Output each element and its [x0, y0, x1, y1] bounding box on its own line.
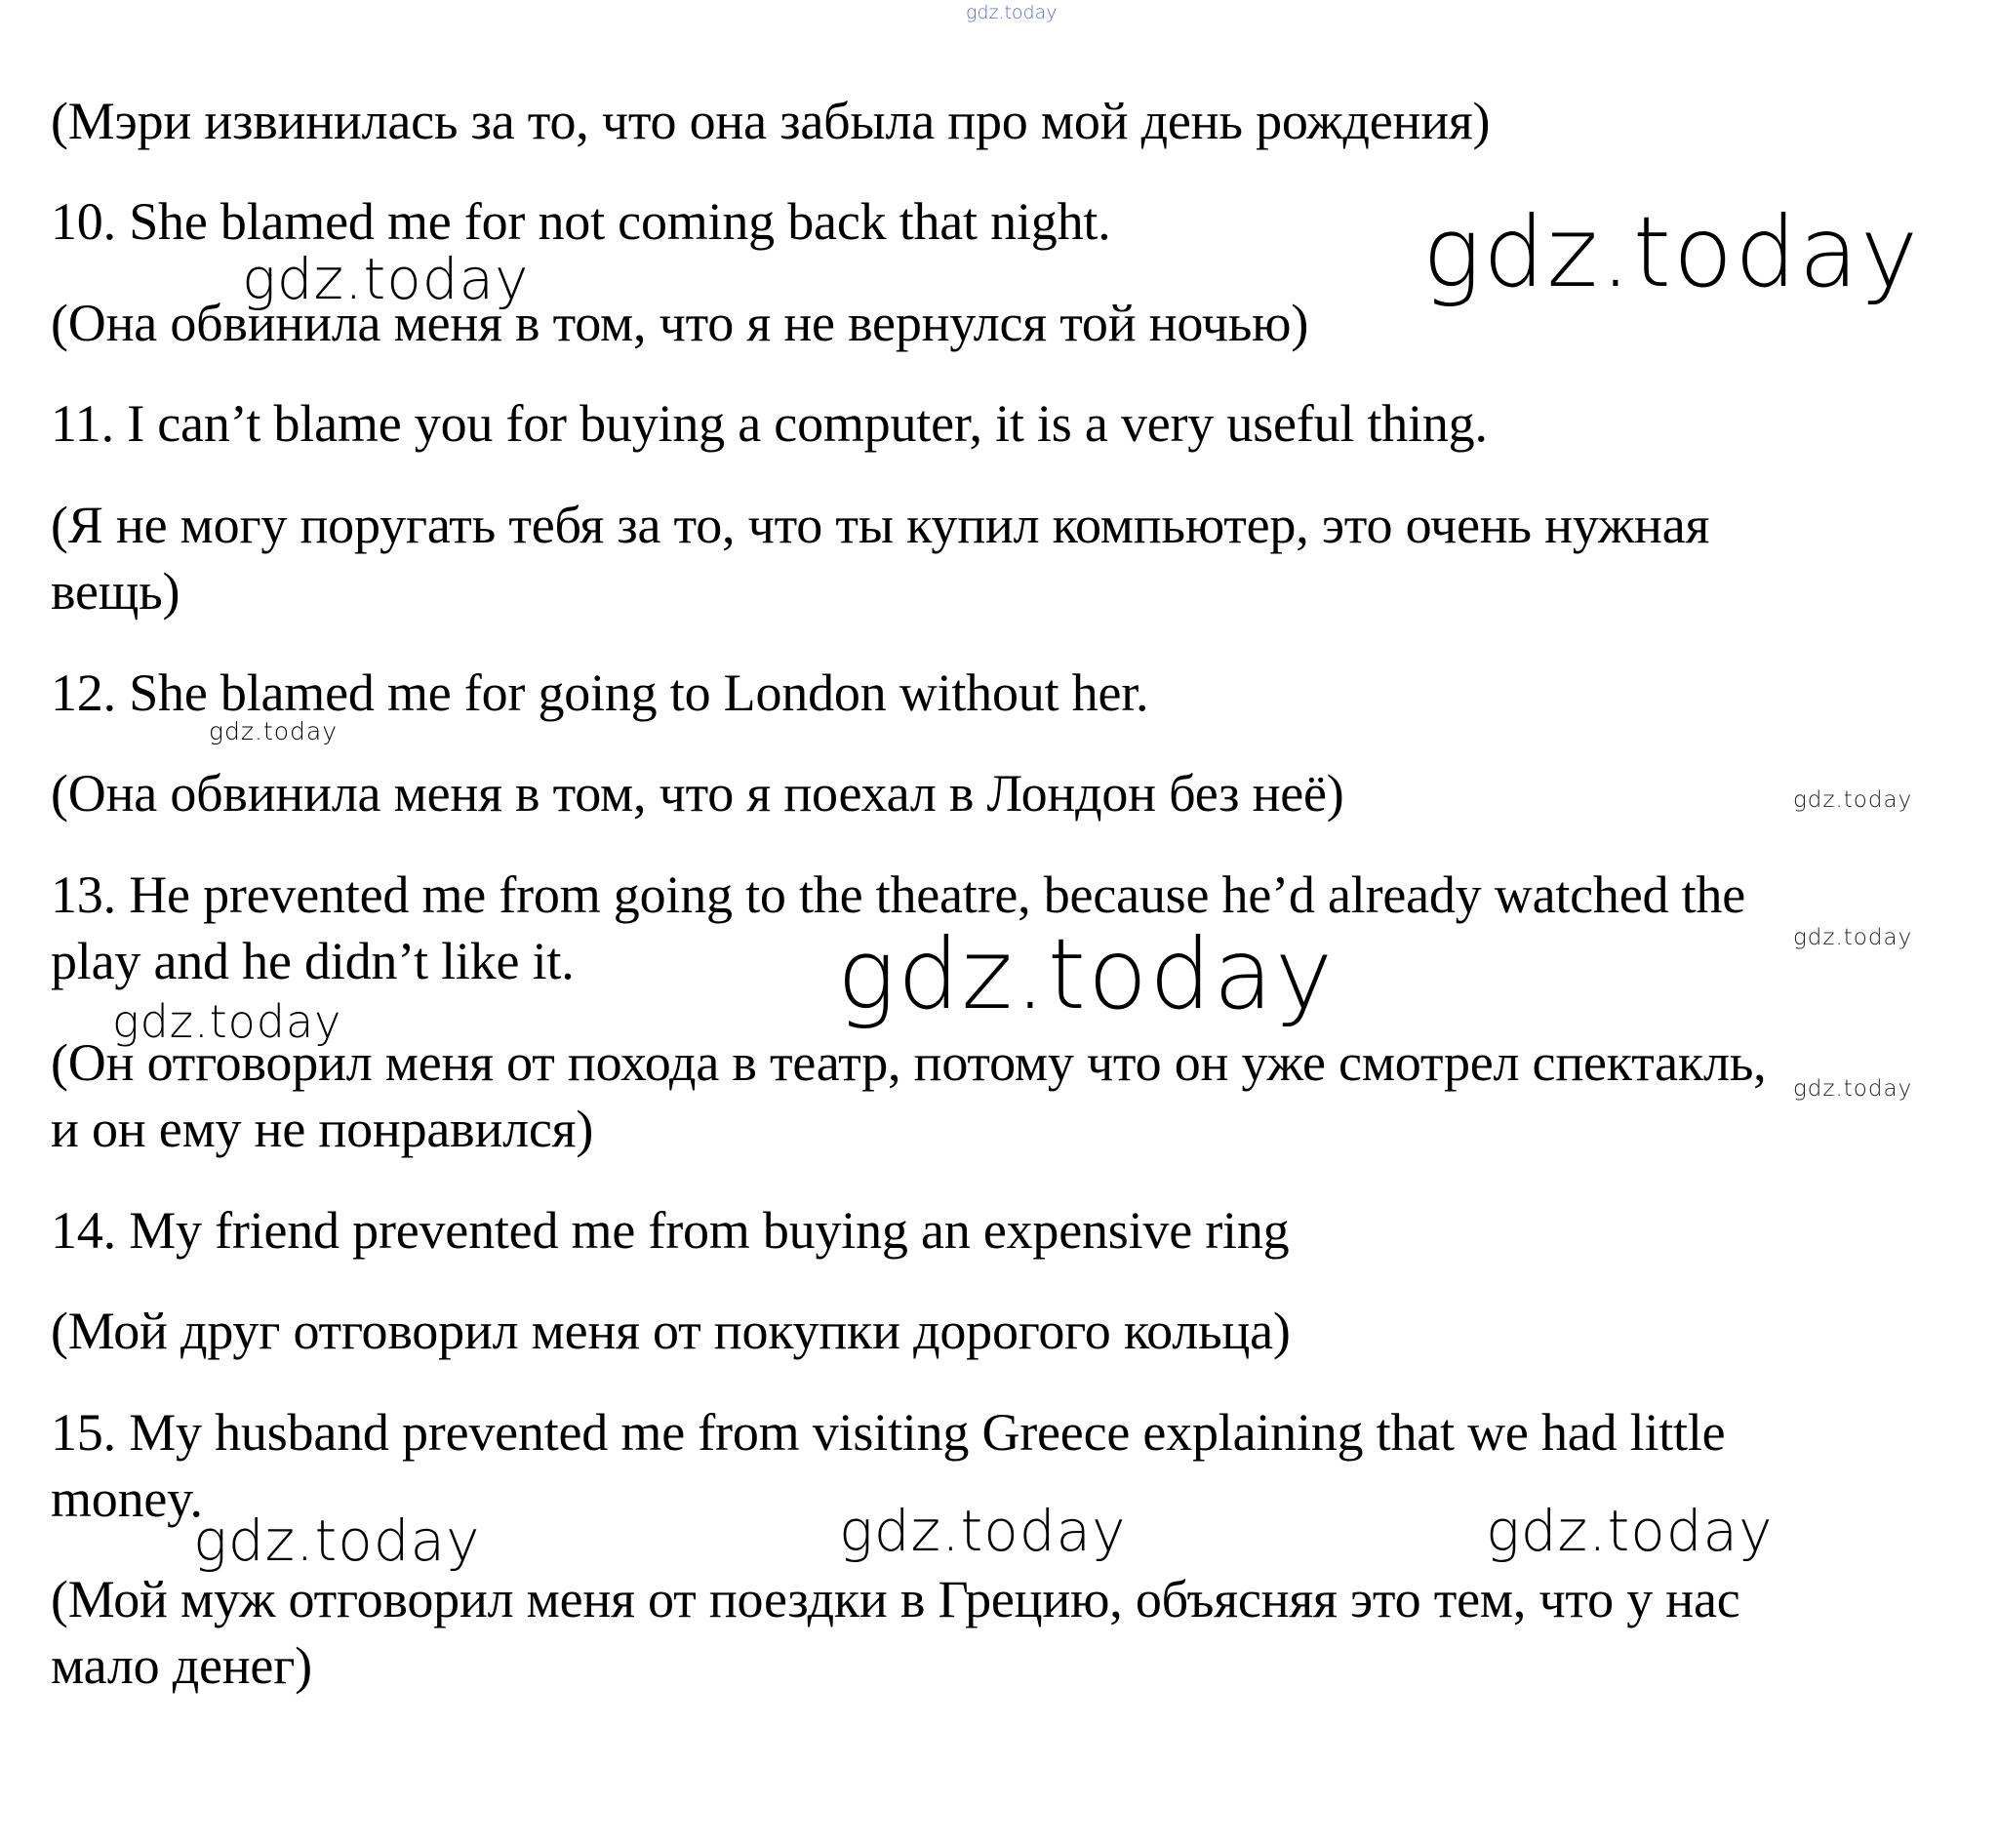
translation-line-9: (Мэри извинилась за то, что она забыла про мой день рождения)	[51, 92, 1491, 150]
sentence-11: 11. I can’t blame you for buying a computer, it is a very useful thing.	[51, 394, 1488, 453]
watermark: gdz.today	[209, 717, 339, 745]
watermark: gdz.today	[1486, 1498, 1774, 1564]
translation-line-14: (Мой друг отговорил меня от покупки дорогого кольца)	[51, 1302, 1291, 1360]
translation-line-12: (Она обвинила меня в том, что я поехал в Лондон без неё)	[51, 764, 1344, 823]
watermark: gdz.today	[1793, 925, 1913, 950]
translation-line-11a: (Я не могу поругать тебя за то, что ты купил компьютер, это очень нужная	[51, 496, 1710, 554]
translation-line-15a: (Мой муж отговорил меня от поездки в Грецию, объясняя это тем, что у нас	[51, 1570, 1740, 1628]
watermark: gdz.today	[242, 246, 530, 312]
translation-line-15b: мало денег)	[51, 1636, 312, 1695]
translation-line-10: (Она обвинила меня в том, что я не вернулся той ночью)	[51, 294, 1309, 352]
sentence-14: 14. My friend prevented me from buying an expensive ring	[51, 1201, 1290, 1260]
watermark: gdz.today	[839, 1498, 1127, 1564]
translation-line-13b: и он ему не понравился)	[51, 1100, 594, 1158]
translation-line-13a: (Он отговорил меня от похода в театр, потому что он уже смотрел спектакль,	[51, 1033, 1767, 1092]
watermark: gdz.today	[112, 995, 342, 1048]
sentence-10: 10. She blamed me for not coming back that night.	[51, 192, 1111, 251]
sentence-13a: 13. He prevented me from going to the theatre, because he’d already watched the	[51, 865, 1745, 924]
sentence-15b: money.	[51, 1469, 203, 1528]
sentence-12: 12. She blamed me for going to London without her.	[51, 663, 1149, 722]
translation-line-11b: вещь)	[51, 562, 180, 621]
sentence-13b: play and he didn’t like it.	[51, 932, 575, 990]
watermark: gdz.today	[837, 917, 1336, 1031]
watermark: gdz.today	[1793, 787, 1913, 813]
sentence-15a: 15. My husband prevented me from visiting Greece explaining that we had little	[51, 1403, 1726, 1462]
watermark: gdz.today	[1793, 1076, 1913, 1102]
watermark-top: gdz.today	[966, 2, 1058, 23]
watermark: gdz.today	[193, 1507, 481, 1574]
watermark: gdz.today	[1422, 195, 1921, 309]
